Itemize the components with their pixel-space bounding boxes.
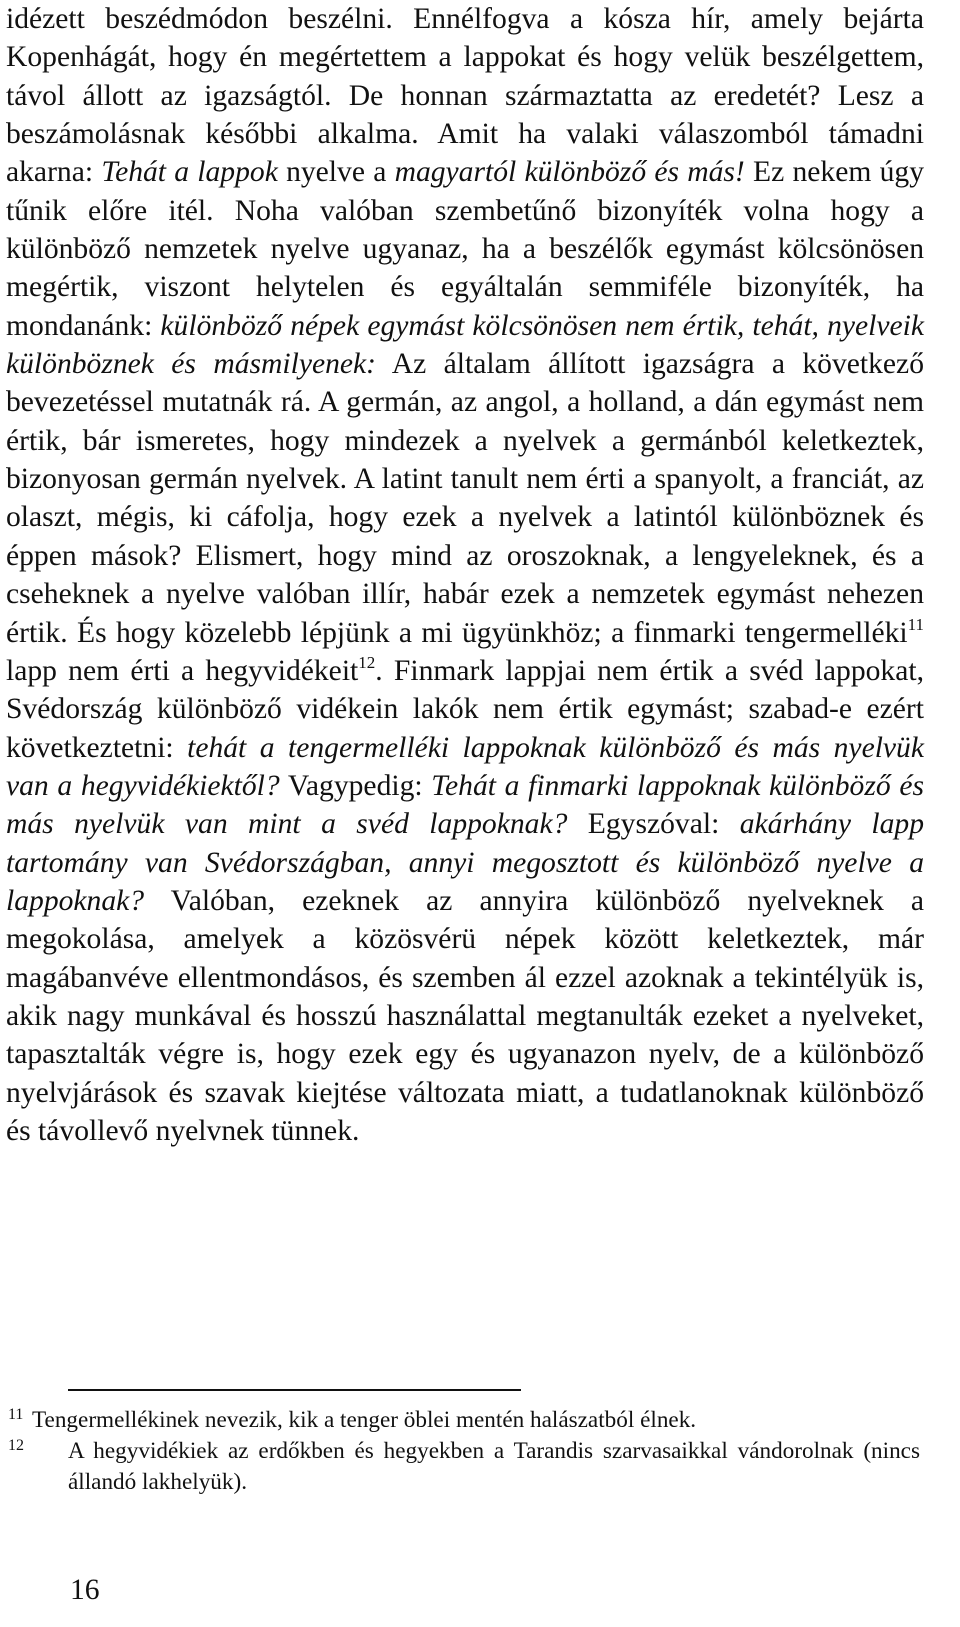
footnote-reference: 11 <box>907 614 924 634</box>
italic-run: különböző népek egymást kölcsönösen nem értik, tehát, nyelveik különböznek és másmilyenek: <box>6 309 924 381</box>
text-run: Egyszóval: <box>567 808 740 841</box>
footnotes <box>8 1405 920 1498</box>
footnote-marker: 12 <box>8 1437 24 1454</box>
text-run: Vagypedig: <box>279 769 432 802</box>
text-run: Az általam állított igazságra a következő bevezetéssel mutatnák rá. A germán, az angol, a holland, a dán egymást nem értik, bár ismeretes, hogy mindezek a nyelvek a germánból keletkeztek, bizonyosan germán nyelvek. A latint tanult nem érti a spanyolt, a franciát, az olaszt, mégis, ki cáfolja, hogy ezek a nyelvek a latintól különböznek és éppen mások? Elismert, hogy mind az oroszoknak, a lengyeleknek, és a cseheknek a nyelve valóban illír, habár ezek a nemzetek egymást nehezen értik. És hogy közelebb lépjünk a mi ügyünkhöz; a finmarki tengermelléki <box>6 348 924 649</box>
page-number: 16 <box>70 1574 100 1606</box>
footnote-separator <box>68 1389 521 1391</box>
text-run: . Finmark lappjai nem értik a svéd lappokat, Svédország különböző vidékein lakók nem értik egymást; szabad-e ezért következtetni: <box>6 654 924 764</box>
footnote-11 <box>8 1405 920 1436</box>
text-run: idézett beszédmódon beszélni. Ennélfogva a kósza hír, amely bejárta Kopenhágát, hogy én megértettem a lappokat és hogy velük beszélgettem, távol állott az igazságtól. De honnan származtatta az eredetét? Lesz a beszámolásnak későbbi alkalma. Amit ha valaki válaszomból támadni akarna: <box>6 3 924 189</box>
italic-run: magyartól különböző és más! <box>394 156 745 189</box>
footnote-marker: 11 <box>8 1406 24 1423</box>
main-paragraph <box>6 0 924 1150</box>
text-run: Ez nekem úgy tűnik előre itél. Noha valóban szembetűnő bizonyíték volna hogy a különböző nemzetek nyelve ugyanaz, ha a beszélők egymást kölcsönösen megértik, viszont helytelen és egyáltalán semmiféle bizonyíték, ha mondanánk: <box>6 156 924 342</box>
text-run: lapp nem érti a hegyvidékeit <box>6 654 359 687</box>
text-run: Valóban, ezeknek az annyira különböző nyelveknek a megokolása, amelyek a közösvérü népek között keletkeztek, már magábanvéve ellentmondásos, és szemben ál ezzel azoknak a tekintélyük is, akik nagy munkával és hosszú használattal megtanulták ezeket a nyelveket, tapasztalták végre is, hogy ezek egy és ugyanazon nyelv, de a különböző nyelvjárások és szavak kiejtése változata miatt, a tudatlanoknak különböző és távollevő nyelvnek tünnek. <box>6 884 924 1147</box>
footnote-text: Tengermellékinek nevezik, kik a tenger öblei mentén halászatból élnek. <box>32 1407 697 1433</box>
footnote-12 <box>8 1436 920 1498</box>
italic-run: akárhány lapp tartomány van Svédországban, annyi megosztott és különböző nyelve a lappoknak? <box>6 808 924 917</box>
italic-run: Tehát a lappok <box>101 156 278 189</box>
italic-run: tehát a tengermelléki lappoknak különböző és más nyelvük van a hegyvidékiektől? <box>6 731 924 802</box>
footnote-reference: 12 <box>358 652 376 672</box>
italic-run: Tehát a finmarki lappoknak különböző és más nyelvük van mint a svéd lappoknak? <box>6 769 924 841</box>
footnote-text: A hegyvidékiek az erdőkben és hegyekben a Tarandis szarvasaikkal vándorolnak (nincs állandó lakhelyük). <box>68 1438 920 1495</box>
text-run: nyelve a <box>277 156 395 189</box>
